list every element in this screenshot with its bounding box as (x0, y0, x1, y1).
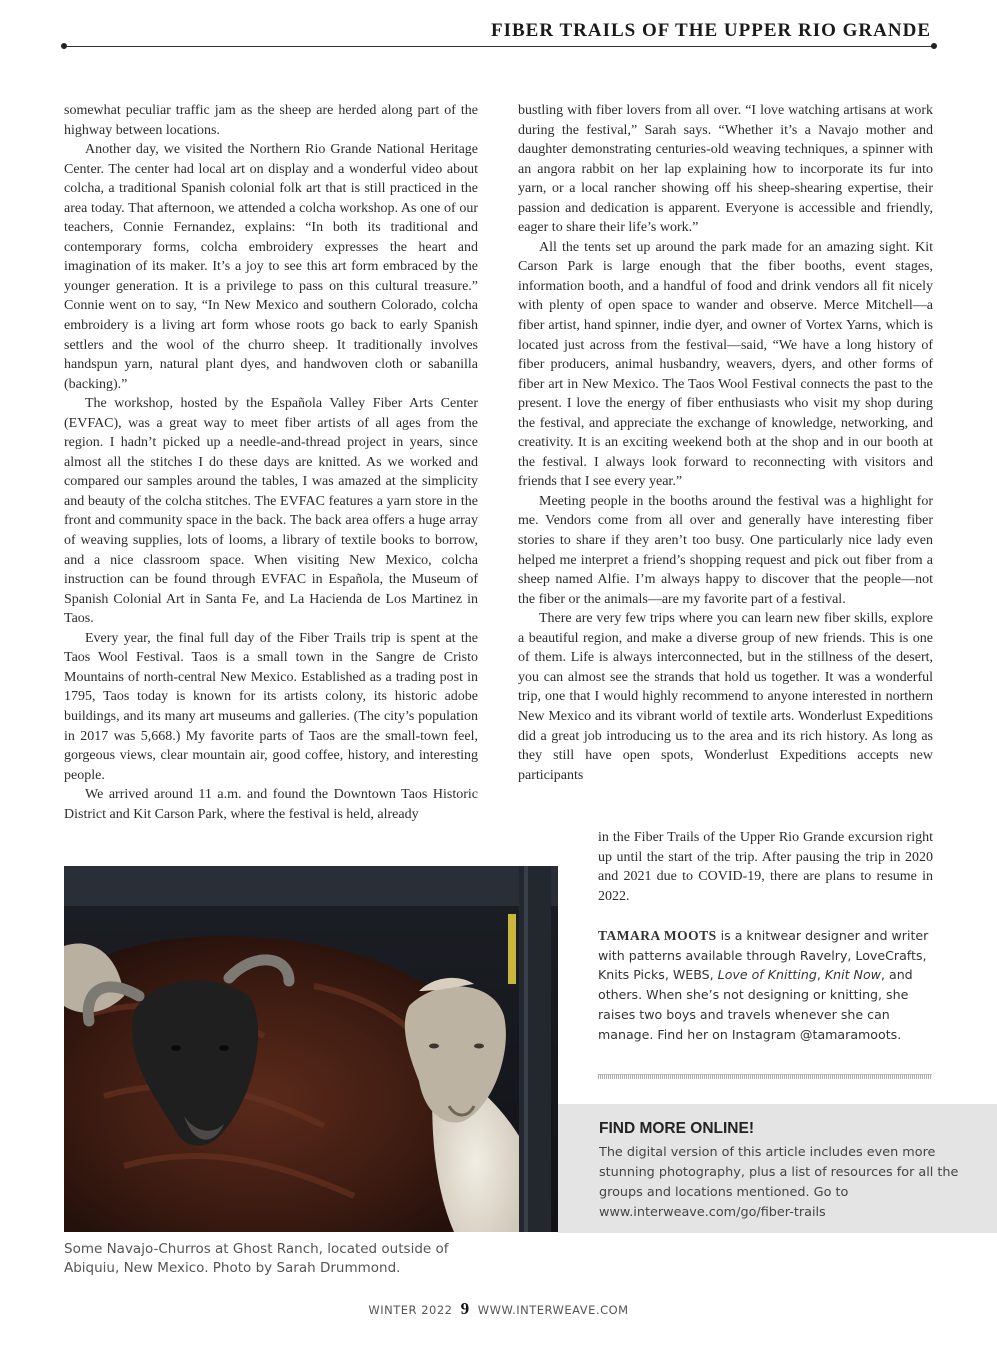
footer-url: WWW.INTERWEAVE.COM (477, 1303, 629, 1317)
rule-dot-left (61, 43, 67, 49)
bio-divider (598, 1074, 932, 1079)
rule-dot-right (931, 43, 937, 49)
header-rule (64, 46, 934, 47)
paragraph: All the tents set up around the park made for an amazing sight. Kit Carson Park is large enough that the fiber booths, event stages, information booth, and a handful of food and drink vendors all fit nicely with plenty of open space to wander and observe. Merce Mitchell—a fiber artist, hand spinner, indie dyer, and owner of Vortex Yarns, which is located just across from the festival—said, “We have a long history of fiber producers, animal husbandry, weavers, dyers, and other forms of fiber art in New Mexico. The Taos Wool Festival connects the past to the present. I love the energy of fiber enthusiasts who visit my shop during the festival, and appreciate the exchange of knowledge, networking, and creativity. It is an exciting weekend both at the shop and in our booth at the festival. I always look forward to reconnecting with visitors and friends that I see every year.” (518, 239, 933, 490)
sheep-photo (64, 866, 558, 1232)
footer-season: WINTER 2022 (368, 1303, 453, 1317)
right-text-column (518, 101, 933, 785)
bio-text: , (816, 967, 825, 983)
author-name: TAMARA MOOTS (598, 928, 717, 943)
find-more-title: FIND MORE ONLINE! (599, 1120, 754, 1137)
bio-italic: Knit Now (824, 967, 881, 983)
bio-text: , and others. When she’s not designing or knitting, she raises two boys and travels whenever she can manage. Find her on Instagram @tamaramoots. (598, 967, 913, 1042)
page-number: 9 (460, 1299, 470, 1318)
paragraph: bustling with fiber lovers from all over. “I love watching artisans at work during the festival,” Sarah says. “Whether it’s a Navajo mother and daughter demonstrating centuries-old weaving techniques, a spinner with an angora rabbit on her lap explaining how to incorporate its fur into yarn, or a local rancher showing off his sheep-shearing expertise, their passion and dedication is apparent. Everyone is accessible and friendly, eager to share their life’s work.” (518, 103, 933, 236)
bio-text: is a knitwear designer and writer with patterns available through Ravelry, LoveCrafts, Knits Picks, WEBS, (598, 928, 929, 983)
left-text-column (64, 101, 478, 824)
paragraph: Every year, the final full day of the Fiber Trails trip is spent at the Taos Wool Festival. Taos is a small town in the Sangre de Cristo Mountains of north-central New Mexico. Established as a trading post in 1795, Taos today is known for its artists colony, its historic adobe buildings, and its many art museums and galleries. (The city’s population in 2017 was 5,668.) My favorite parts of Taos are the small-town feel, gorgeous views, clear mountain air, good coffee, history, and interesting people. (64, 630, 478, 783)
author-bio (598, 926, 933, 1044)
paragraph: Meeting people in the booths around the festival was a highlight for me. Vendors come from all over and generally have interesting fiber stories to share if they aren’t too busy. One particularly nice lady even helped me interpret a friend’s shopping request and pick out fiber from a sheep named Alfie. I’m always happy to discover that the people—not the fiber or the animals—are my favorite part of a festival. (518, 493, 933, 607)
sheep-illustration (64, 866, 558, 1232)
find-more-box (558, 1104, 997, 1233)
right-text-column-continued (598, 828, 933, 906)
paragraph: There are very few trips where you can learn new fiber skills, explore a beautiful region, and make a diverse group of new friends. This is one of them. Life is always interconnected, but in the stillness of the desert, you can almost see the strands that hold us together. It was a wonderful trip, one that I would highly recommend to anyone interested in northern New Mexico and its vibrant world of textile arts. Wonderlust Expeditions did a great job introducing us to the area and its rich history. As long as they still have open spots, Wonderlust Expeditions accepts new participants (518, 611, 933, 783)
paragraph: We arrived around 11 a.m. and found the Downtown Taos Historic District and Kit Carson Park, where the festival is held, already (64, 787, 478, 822)
page-footer (0, 1299, 997, 1319)
running-header: FIBER TRAILS OF THE UPPER RIO GRANDE (491, 20, 931, 41)
paragraph: Another day, we visited the Northern Rio Grande National Heritage Center. The center had local art on display and a wonderful video about colcha, a traditional Spanish colonial folk art that is still practiced in the area today. That afternoon, we attended a colcha workshop. As one of our teachers, Connie Fernandez, explains: “In both its traditional and contemporary forms, colcha embroidery expresses the heart and imagination of its maker. It’s a joy to see this art form embraced by the younger generation. It is a privilege to pass on this cultural treasure.” Connie went on to say, “In New Mexico and southern Colorado, colcha embroidery is a living art form whose roots go back to early Spanish settlers and the wool of the churro sheep. It traditionally involves handspun yarn, natural plant dyes, and handwoven cloth or sabanilla (backing).” (64, 142, 478, 392)
photo-caption: Some Navajo-Churros at Ghost Ranch, located outside of Abiquiu, New Mexico. Photo by Sarah Drummond. (64, 1241, 449, 1276)
paragraph: The workshop, hosted by the Española Valley Fiber Arts Center (EVFAC), was a great way to meet fiber artists of all ages from the region. I hadn’t picked up a needle-and-thread project in years, since almost all the stitches I do these days are knitted. As we worked and compared our samples around the tables, I was amazed at the simplicity and beauty of the colcha stitches. The EVFAC features a yarn store in the front and community space in the back. The back area offers a huge array of weaving supplies, lots of looms, a library of textile books to borrow, and a nice classroom space. When visiting New Mexico, colcha instruction can be found through EVFAC in Española, the Museum of Spanish Colonial Art in Santa Fe, and La Hacienda de Los Martinez in Taos. (64, 396, 478, 627)
paragraph: somewhat peculiar traffic jam as the sheep are herded along part of the highway between locations. (64, 103, 478, 138)
paragraph: in the Fiber Trails of the Upper Rio Grande excursion right up until the start of the trip. After pausing the trip in 2020 and 2021 due to COVID-19, there are plans to resume in 2022. (598, 830, 933, 904)
find-more-text: The digital version of this article includes even more stunning photography, plus a list of resources for all the groups and locations mentioned. Go to www.interweave.com/go/fiber-trails (599, 1145, 959, 1220)
bio-italic: Love of Knitting (717, 967, 817, 983)
